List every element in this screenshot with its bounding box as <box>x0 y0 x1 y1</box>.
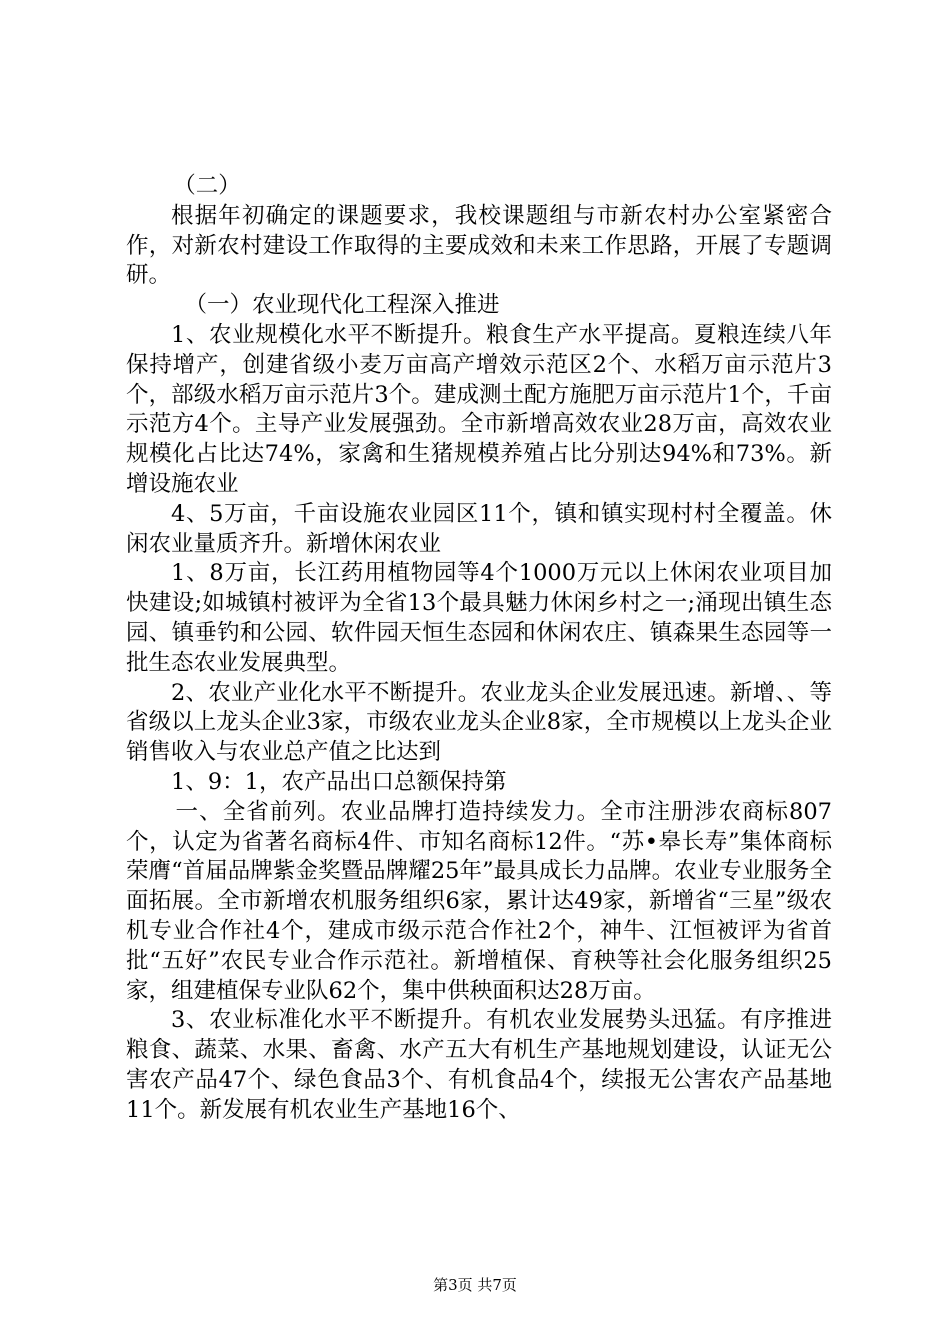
paragraph: 2、农业产业化水平不断提升。农业龙头企业发展迅速。新增、、等省级以上龙头企业3家，市级农业龙头企业8家，全市规模以上龙头企业销售收入与农业总产值之比达到 <box>126 679 832 766</box>
paragraph: （二） <box>173 173 241 199</box>
paragraph: 一、全省前列。农业品牌打造持续发力。全市注册涉农商标807个，认定为省著名商标4件、市知名商标12件。“苏•皋长寿”集体商标荣膺“首届品牌紫金奖暨品牌耀25年”最具成长力品牌。农业专业服务全面拓展。全市新增农机服务组织6家，累计达49家，新增省“三星”级农机专业合作社4个，建成市级示范合作社2个，神牛、江恒被评为省首批“五好”农民专业合作示范社。新增植保、育秧等社会化服务组织25家，组建植保专业队62个，集中供秧面积达28万亩。 <box>126 798 832 1004</box>
paragraph: 根据年初确定的课题要求，我校课题组与市新农村办公室紧密合作，对新农村建设工作取得的主要成效和未来工作思路，开展了专题调研。 <box>126 202 832 289</box>
paragraph: 1、农业规模化水平不断提升。粮食生产水平提高。夏粮连续八年保持增产，创建省级小麦万亩高产增效示范区2个、水稻万亩示范片3个，部级水稻万亩示范片3个。建成测土配方施肥万亩示范片1个，千亩示范方4个。主导产业发展强劲。全市新增高效农业28万亩，高效农业规模化占比达74%，家禽和生猪规模养殖占比分别达94%和73%。新增设施农业 <box>126 321 832 497</box>
paragraph: 4、5万亩，千亩设施农业园区11个，镇和镇实现村村全覆盖。休闲农业量质齐升。新增休闲农业 <box>126 500 832 557</box>
paragraph: 3、农业标准化水平不断提升。有机农业发展势头迅猛。有序推进粮食、蔬菜、水果、畜禽、水产五大有机生产基地规划建设，认证无公害农产品47个、绿色食品3个、有机食品4个，续报无公害农产品基地11个。新发展有机农业生产基地16个、 <box>126 1007 832 1123</box>
page-footer: 第3页 共7页 <box>433 1276 517 1294</box>
paragraph: 1、9：1，农产品出口总额保持第 <box>171 768 507 795</box>
paragraph: （一）农业现代化工程深入推进 <box>184 292 500 319</box>
paragraph: 1、8万亩，长江药用植物园等4个1000万元以上休闲农业项目加快建设;如城镇村被评为全省13个最具魅力休闲乡村之一;涌现出镇生态园、镇垂钓和公园、软件园天恒生态园和休闲农庄、镇森果生态园等一批生态农业发展典型。 <box>126 560 832 676</box>
document-body <box>126 172 832 1126</box>
